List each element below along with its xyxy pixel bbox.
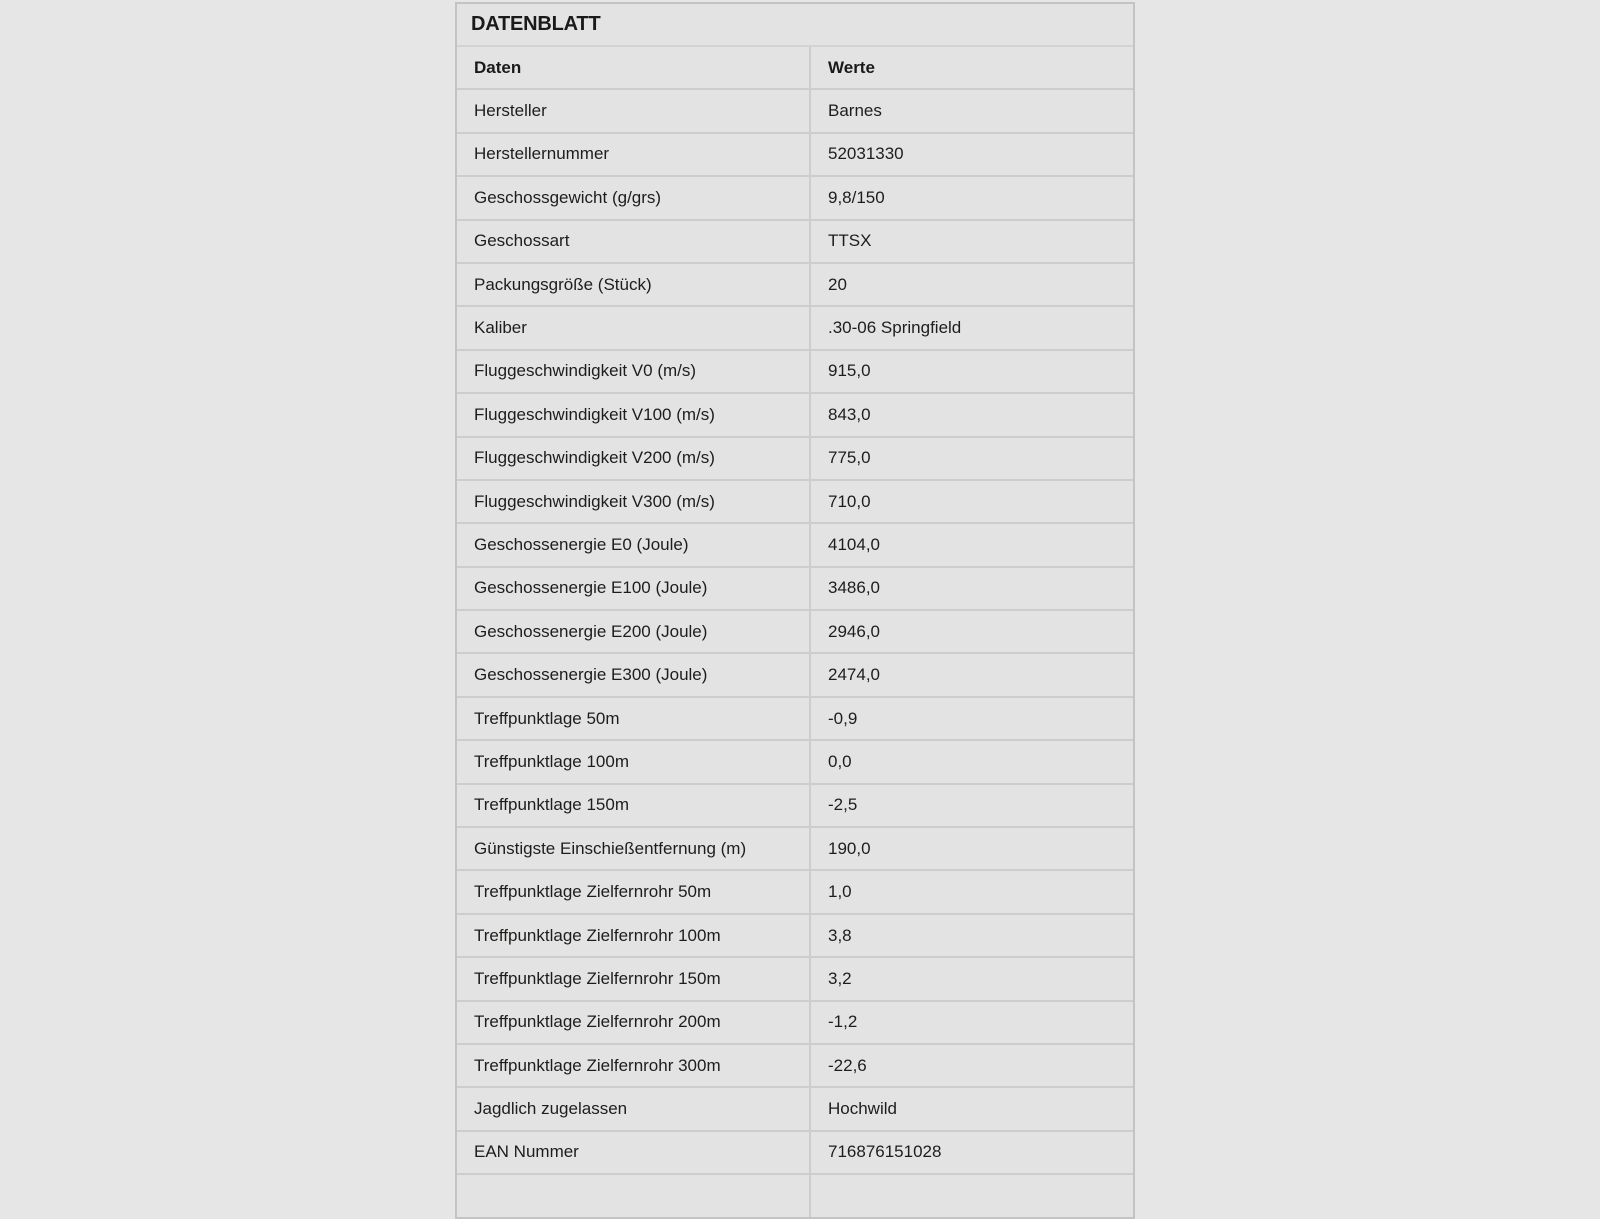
row-value-cell: 710,0 — [810, 480, 1133, 523]
row-value-cell: 915,0 — [810, 350, 1133, 393]
row-label-cell: Fluggeschwindigkeit V0 (m/s) — [457, 350, 810, 393]
table-row — [457, 827, 1133, 870]
row-label-cell: Fluggeschwindigkeit V100 (m/s) — [457, 393, 810, 436]
table-row — [457, 1044, 1133, 1087]
row-label-cell: Günstigste Einschießentfernung (m) — [457, 827, 810, 870]
row-value-cell: Barnes — [810, 89, 1133, 132]
table-row — [457, 567, 1133, 610]
table-row — [457, 1001, 1133, 1044]
row-label-cell: Fluggeschwindigkeit V300 (m/s) — [457, 480, 810, 523]
table-row — [457, 740, 1133, 783]
table-row — [457, 133, 1133, 176]
column-header-daten: Daten — [474, 57, 522, 77]
row-label-cell: Treffpunktlage Zielfernrohr 200m — [457, 1001, 810, 1044]
row-label-cell: Treffpunktlage 150m — [457, 784, 810, 827]
table-row — [457, 393, 1133, 436]
table-row — [457, 697, 1133, 740]
row-value-cell: Hochwild — [810, 1087, 1133, 1130]
row-label-cell: EAN Nummer — [457, 1131, 810, 1174]
datasheet-title: DATENBLATT — [457, 4, 1133, 47]
datasheet-table-body — [457, 89, 1133, 1216]
row-label-cell: Geschossgewicht (g/grs) — [457, 176, 810, 219]
row-value-cell: -22,6 — [810, 1044, 1133, 1087]
row-value-cell: 2946,0 — [810, 610, 1133, 653]
row-value-cell: 843,0 — [810, 393, 1133, 436]
header-row — [457, 47, 1133, 89]
row-value-cell: -2,5 — [810, 784, 1133, 827]
row-value-cell: 9,8/150 — [810, 176, 1133, 219]
row-value-cell: 775,0 — [810, 437, 1133, 480]
row-label-cell: Geschossart — [457, 220, 810, 263]
row-label-cell: Geschossenergie E0 (Joule) — [457, 523, 810, 566]
table-row — [457, 523, 1133, 566]
row-value-cell: 0,0 — [810, 740, 1133, 783]
table-row — [457, 870, 1133, 913]
table-row — [457, 784, 1133, 827]
row-value-cell: 716876151028 — [810, 1131, 1133, 1174]
column-header-werte: Werte — [810, 47, 1133, 89]
row-value-cell: 20 — [810, 263, 1133, 306]
table-row — [457, 1131, 1133, 1174]
table-row — [457, 306, 1133, 349]
table-row — [457, 437, 1133, 480]
row-label-cell: Kaliber — [457, 306, 810, 349]
row-value-cell: 3,2 — [810, 957, 1133, 1000]
row-label-cell: Treffpunktlage Zielfernrohr 150m — [457, 957, 810, 1000]
row-value-cell: 52031330 — [810, 133, 1133, 176]
row-label-cell: Treffpunktlage 100m — [457, 740, 810, 783]
row-value-cell: TTSX — [810, 220, 1133, 263]
row-value-cell: 4104,0 — [810, 523, 1133, 566]
datasheet-table — [457, 47, 1133, 1217]
row-value-cell: 3486,0 — [810, 567, 1133, 610]
row-value-cell: 2474,0 — [810, 653, 1133, 696]
datasheet-table-head — [457, 47, 1133, 89]
table-row — [457, 653, 1133, 696]
row-value-cell: 190,0 — [810, 827, 1133, 870]
row-value-cell: -0,9 — [810, 697, 1133, 740]
row-label-cell: Treffpunktlage Zielfernrohr 100m — [457, 914, 810, 957]
table-row-partial — [457, 1174, 1133, 1216]
table-row — [457, 1087, 1133, 1130]
table-row — [457, 480, 1133, 523]
table-row — [457, 263, 1133, 306]
table-row — [457, 220, 1133, 263]
row-label-cell: Packungsgröße (Stück) — [457, 263, 810, 306]
row-label-cell: Treffpunktlage 50m — [457, 697, 810, 740]
row-label-cell: Jagdlich zugelassen — [457, 1087, 810, 1130]
table-row — [457, 957, 1133, 1000]
row-value-cell: 1,0 — [810, 870, 1133, 913]
row-value-cell: .30-06 Springfield — [810, 306, 1133, 349]
row-label-cell: Geschossenergie E100 (Joule) — [457, 567, 810, 610]
table-row — [457, 176, 1133, 219]
row-value-cell: 3,8 — [810, 914, 1133, 957]
table-row — [457, 89, 1133, 132]
table-row — [457, 350, 1133, 393]
datasheet-panel — [455, 2, 1135, 1219]
row-label-cell: Geschossenergie E300 (Joule) — [457, 653, 810, 696]
row-value-cell: -1,2 — [810, 1001, 1133, 1044]
table-row — [457, 610, 1133, 653]
row-label-cell: Treffpunktlage Zielfernrohr 50m — [457, 870, 810, 913]
row-value-cell — [810, 1174, 1133, 1216]
row-label-cell — [457, 1174, 810, 1216]
row-label-cell: Hersteller — [457, 89, 810, 132]
row-label-cell: Treffpunktlage Zielfernrohr 300m — [457, 1044, 810, 1087]
table-row — [457, 914, 1133, 957]
row-label-cell: Herstellernummer — [457, 133, 810, 176]
row-label-cell: Fluggeschwindigkeit V200 (m/s) — [457, 437, 810, 480]
row-label-cell: Geschossenergie E200 (Joule) — [457, 610, 810, 653]
